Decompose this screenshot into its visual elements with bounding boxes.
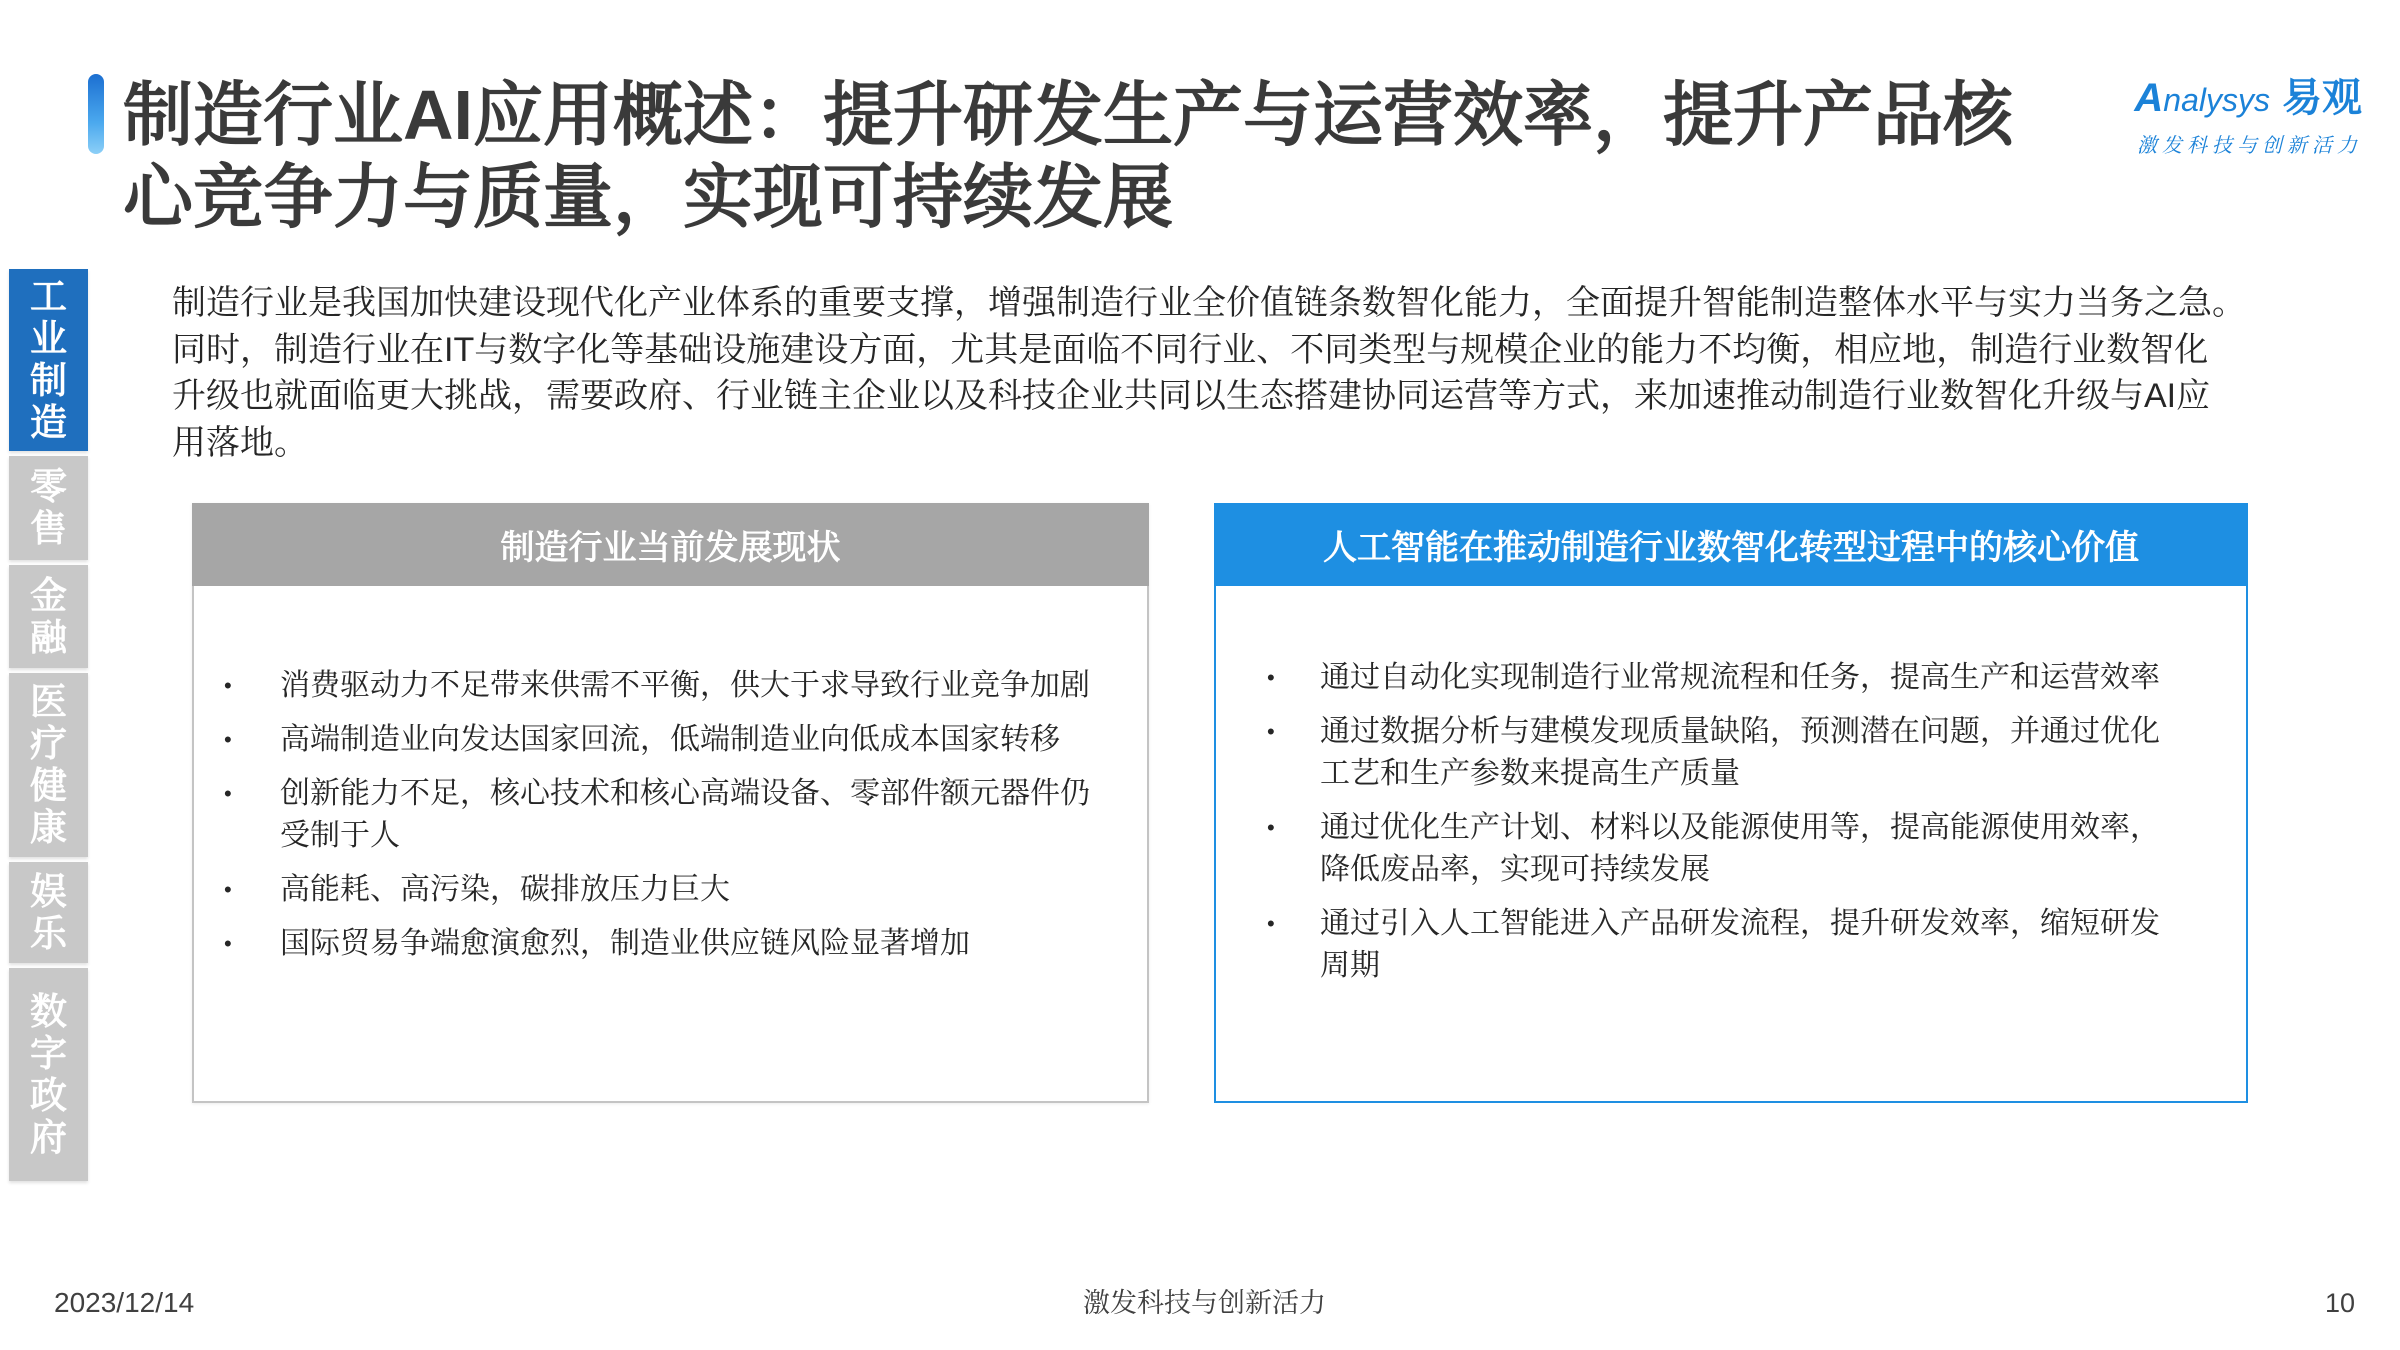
brand-tagline: 激发科技与创新活力 [2137,135,2362,157]
nav-tab-industrial-manufacturing[interactable] [9,269,88,451]
nav-tab-label: 零售 [30,466,67,549]
intro-line: 升级也就面临更大挑战，需要政府、行业链主企业以及科技企业共同以生态搭建协同运营等方式，来加速推动制造行业数智化升级与AI应 [172,377,2211,416]
bullet-icon [224,923,280,965]
intro-line: 用落地。 [172,424,308,463]
section-nav [9,269,88,1186]
title-accent-bar [88,74,104,154]
list-item-text: 通过优化生产计划、材料以及能源使用等，提高能源使用效率，降低废品率，实现可持续发展 [1320,811,2160,886]
list-item [1267,711,2246,795]
nav-tab-digital-government[interactable] [9,968,88,1181]
brand-name-chinese: 易观 [2282,76,2362,120]
list-item [224,869,1147,911]
brand-logo [2134,66,2362,158]
footer-slogan: 激发科技与创新活力 [1083,1288,1326,1318]
nav-tab-label: 医疗健康 [30,681,67,848]
nav-tab-finance[interactable] [9,565,88,668]
page-title-line-1: 制造行业AI应用概述：提升研发生产与运营效率，提升产品核 [123,76,2013,154]
current-status-list [194,586,1147,965]
current-status-panel-header: 制造行业当前发展现状 [192,503,1149,586]
intro-line: 同时，制造行业在IT与数字化等基础设施建设方面，尤其是面临不同行业、不同类型与规模企业的能力不均衡，相应地，制造行业数智化 [172,330,2209,369]
nav-tab-label: 工业制造 [30,276,67,443]
bullet-icon [1267,657,1320,699]
list-item [224,719,1147,761]
bullet-icon [1267,711,1320,753]
nav-tab-label: 娱乐 [30,870,67,954]
nav-tab-label: 数字政府 [30,990,67,1158]
ai-value-panel [1214,503,2248,1103]
nav-tab-entertainment[interactable] [9,862,88,963]
list-item-text: 消费驱动力不足带来供需不平衡，供大于求导致行业竞争加剧 [280,669,1090,702]
list-item [224,665,1147,707]
ai-value-list [1216,586,2246,987]
nav-tab-retail[interactable] [9,456,88,560]
bullet-icon [1267,807,1320,849]
list-item-text: 高能耗、高污染，碳排放压力巨大 [280,873,730,906]
list-item [1267,657,2246,699]
bullet-icon [1267,903,1320,945]
nav-tab-healthcare[interactable] [9,673,88,857]
nav-tab-label: 金融 [30,574,67,658]
brand-name-latin: Analysys [2134,76,2270,120]
list-item-text: 高端制造业向发达国家回流，低端制造业向低成本国家转移 [280,723,1060,756]
intro-line: 制造行业是我国加快建设现代化产业体系的重要支撑，增强制造行业全价值链条数智化能力，全面提升智能制造整体水平与实力当务之急。 [172,284,2246,322]
brand-logo-wordmark [2134,66,2362,123]
list-item-text: 通过数据分析与建模发现质量缺陷，预测潜在问题，并通过优化工艺和生产参数来提高生产质量 [1320,715,2160,790]
list-item [1267,903,2246,987]
list-item [224,773,1147,857]
page-title-line-2: 心竞争力与质量，实现可持续发展 [123,158,1173,236]
list-item-text: 国际贸易争端愈演愈烈，制造业供应链风险显著增加 [280,927,970,960]
bullet-icon [224,665,280,707]
list-item-text: 通过引入人工智能进入产品研发流程，提升研发效率，缩短研发周期 [1320,907,2160,982]
bullet-icon [224,773,280,815]
current-status-panel [192,503,1149,1103]
list-item-text: 创新能力不足，核心技术和核心高端设备、零部件额元器件仍受制于人 [280,777,1090,852]
ai-value-panel-header: 人工智能在推动制造行业数智化转型过程中的核心价值 [1214,503,2248,586]
intro-paragraph [172,280,2246,467]
list-item-text: 通过自动化实现制造行业常规流程和任务，提高生产和运营效率 [1320,661,2160,694]
footer-date: 2023/12/14 [54,1287,195,1318]
bullet-icon [224,719,280,761]
page-title [123,74,2013,238]
page-number: 10 [2324,1288,2355,1318]
bullet-icon [224,869,280,911]
list-item [1267,807,2246,891]
list-item [224,923,1147,965]
